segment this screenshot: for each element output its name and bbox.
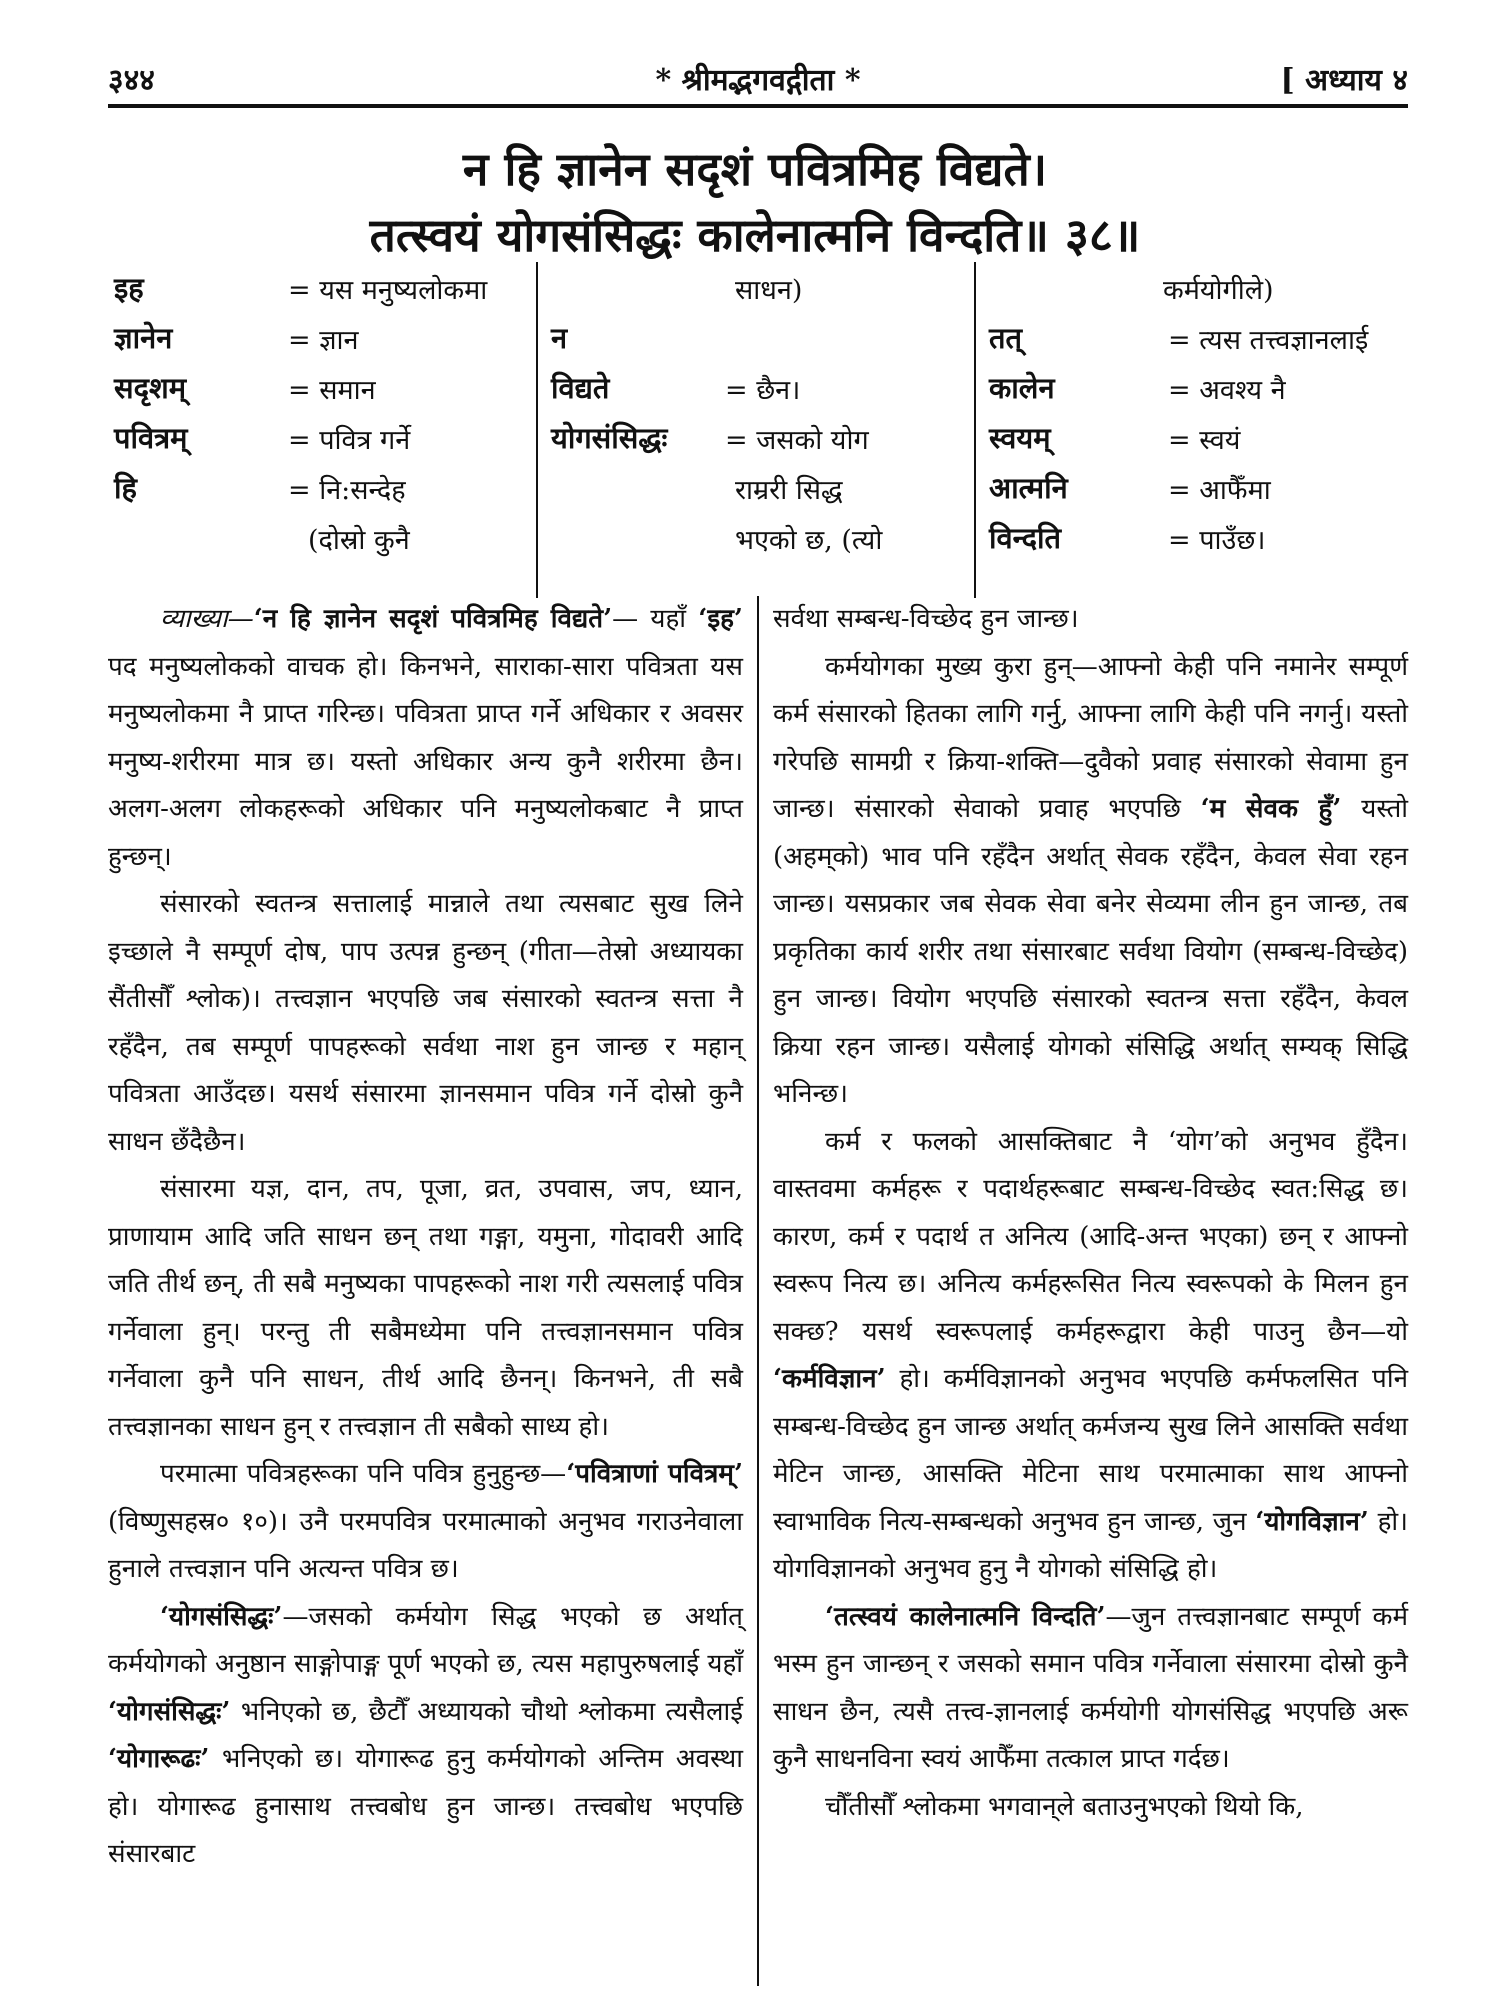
gloss-word: आत्मनि xyxy=(989,471,1068,505)
gloss-continuation: राम्ररी सिद्ध xyxy=(735,475,843,506)
commentary-paragraph xyxy=(773,644,1408,1119)
gloss-meaning: = त्यस तत्त्वज्ञानलाई xyxy=(1168,325,1369,356)
text-run: कर्मयोगका मुख्य कुरा हुन्—आफ्नो केही पनि नमानेर सम्पूर्ण कर्म संसारको हितका लागि गर्नु, आफ्ना लागि केही पनि नगर्नु। यस्तो गरेपछि सामग्री र क्रिया-शक्ति—दुवैको प्रवाह संसारको सेवामा हुन जान्छ। संसारको सेवाको प्रवाह भएपछि xyxy=(773,651,1408,824)
quoted-word: ‘इह’ xyxy=(698,604,743,634)
commentary-label: व्याख्या— xyxy=(160,604,254,634)
glossary-row xyxy=(983,462,1408,512)
commentary-paragraph: संसारको स्वतन्त्र सत्तालाई मान्नाले तथा त्यसबाट सुख लिने इच्छाले नै सम्पूर्ण दोष, पाप उत्पन्न हुन्छन् (गीता—तेस्रो अध्यायका सैंतीसौँ श्लोक)। तत्त्वज्ञान भएपछि जब संसारको स्वतन्त्र सत्ता नै रहँदैन, तब सम्पूर्ण पापहरूको सर्वथा नाश हुन जान्छ र महान् पवित्रता आउँदछ। यसर्थ संसारमा ज्ञानसमान पवित्र गर्ने दोस्रो कुनै साधन छँदैछैन। xyxy=(108,889,743,1157)
commentary-paragraph: संसारमा यज्ञ, दान, तप, पूजा, व्रत, उपवास, जप, ध्यान, प्राणायाम आदि जति साधन छन् तथा गङ्गा, यमुना, गोदावरी आदि जति तीर्थ छन्, ती सबै मनुष्यका पापहरूको नाश गरी त्यसलाई पवित्र गर्नेवाला हुन्। परन्तु ती सबैमध्येमा पनि तत्त्वज्ञानसमान पवित्र गर्नेवाला कुनै पनि साधन, तीर्थ आदि छैनन्। किनभने, ती सबै तत्त्वज्ञानका साधन हुन् र तत्त्वज्ञान ती सबैको साध्य हो। xyxy=(108,1174,743,1442)
glossary-row xyxy=(545,362,965,412)
commentary-paragraph xyxy=(108,596,743,881)
commentary-paragraph xyxy=(108,1451,743,1594)
gloss-word: तत् xyxy=(989,321,1023,355)
gloss-word: ज्ञानेन xyxy=(114,321,173,355)
word-glossary xyxy=(108,262,1408,592)
glossary-row xyxy=(545,262,965,312)
glossary-row xyxy=(108,362,528,412)
commentary-right-column xyxy=(773,596,1408,1831)
gloss-meaning: = स्वयं xyxy=(1168,425,1241,456)
quoted-phrase: ‘कर्मविज्ञान’ xyxy=(773,1364,886,1394)
text-run: यस्तो (अहम्‌को) भाव पनि रहँदैन अर्थात् सेवक रहँदैन, केवल सेवा रहन जान्छ। यसप्रकार जब सेवक सेवा बनेर सेव्यमा लीन हुन जान्छ, तब प्रकृतिका कार्य शरीर तथा संसारबाट सर्वथा वियोग (सम्बन्ध-विच्छेद) हुन जान्छ। वियोग भएपछि संसारको स्वतन्त्र सत्ता रहँदैन, केवल क्रिया रहन जान्छ। यसैलाई योगको संसिद्धि अर्थात् सम्यक् सिद्धि भनिन्छ। xyxy=(773,794,1409,1109)
glossary-row xyxy=(108,412,528,462)
gloss-continuation: कर्मयोगीले) xyxy=(1163,275,1274,306)
glossary-row xyxy=(108,312,528,362)
verse-line-2: तत्स्वयं योगसंसिद्धः कालेनात्मनि विन्दति॥ ३८॥ xyxy=(369,208,1141,262)
gloss-meaning: = समान xyxy=(288,375,376,406)
glossary-column-3 xyxy=(983,262,1408,592)
quoted-phrase: ‘योगारूढः’ xyxy=(108,1744,210,1774)
text-run: भनिएको छ। योगारूढ हुनु कर्मयोगको अन्तिम अवस्था हो। योगारूढ हुनासाथ तत्त्वबोध हुन जान्छ। तत्त्वबोध भएपछि संसारबाट xyxy=(108,1744,743,1869)
gloss-meaning: = छैन। xyxy=(725,375,801,406)
quoted-phrase: ‘पवित्राणां पवित्रम्’ xyxy=(566,1459,743,1489)
text-run: — यहाँ xyxy=(612,604,699,634)
glossary-column-2 xyxy=(545,262,965,592)
commentary-left-column xyxy=(108,596,743,1879)
quoted-phrase: ‘तत्स्वयं कालेनात्मनि विन्दति’ xyxy=(825,1601,1106,1632)
gloss-word: विद्यते xyxy=(551,371,610,405)
quoted-phrase: ‘म सेवक हुँ’ xyxy=(1200,794,1342,824)
verse-line-1: न हि ज्ञानेन सदृशं पवित्रमिह विद्यते। xyxy=(462,142,1048,196)
gloss-word: इह xyxy=(114,271,144,305)
header-rule xyxy=(108,104,1408,108)
gloss-meaning: = आफैँमा xyxy=(1168,475,1271,506)
gloss-meaning: = जसको योग xyxy=(725,425,869,456)
text-run: हो। कर्मविज्ञानको अनुभव भएपछि कर्मफलसित पनि सम्बन्ध-विच्छेद हुन जान्छ अर्थात् कर्मजन्य सुख लिने आसक्ति सर्वथा मेटिन जान्छ, आसक्ति मेटिना साथ परमात्माका साथ आफ्नो स्वाभाविक नित्य-सम्बन्धको अनुभव हुन जान्छ, जुन xyxy=(773,1364,1408,1537)
glossary-row xyxy=(983,512,1408,562)
commentary-paragraph: चौँतीसौँ श्लोकमा भगवान्‌ले बताउनुभएको थियो कि, xyxy=(825,1791,1304,1822)
quoted-phrase: ‘न हि ज्ञानेन सदृशं पवित्रमिह विद्यते’ xyxy=(253,604,613,634)
gloss-meaning: = अवश्य नै xyxy=(1168,375,1286,406)
glossary-row xyxy=(545,312,965,362)
gloss-word: कालेन xyxy=(989,371,1055,405)
gloss-word: सदृशम् xyxy=(114,371,187,405)
glossary-row xyxy=(983,312,1408,362)
commentary-paragraph xyxy=(773,1594,1408,1784)
chapter-label: [ अध्याय ४ xyxy=(1280,63,1408,98)
text-run: —जसको कर्मयोग सिद्ध भएको छ अर्थात् कर्मयोगको अनुष्ठान साङ्गोपाङ्ग पूर्ण भएको छ, त्यस महापुरुषलाई यहाँ xyxy=(108,1601,743,1679)
gloss-continuation: भएको छ, (त्यो xyxy=(735,525,883,556)
column-divider xyxy=(757,596,759,1986)
running-title: * श्रीमद्भगवद्गीता * xyxy=(655,63,861,98)
gloss-word: स्वयम् xyxy=(989,421,1051,455)
glossary-row xyxy=(545,412,965,462)
gloss-meaning: = पवित्र गर्ने xyxy=(288,425,411,456)
commentary-paragraph xyxy=(773,1119,1408,1594)
glossary-row xyxy=(983,262,1408,312)
text-run: कर्म र फलको आसक्तिबाट नै ‘योग’को अनुभव हुँदैन। वास्तवमा कर्महरू र पदार्थहरूबाट सम्बन्ध-विच्छेद स्वत:सिद्ध छ। कारण, कर्म र पदार्थ त अनित्य (आदि-अन्त भएका) छन् र आफ्नो स्वरूप नित्य छ। अनित्य कर्महरूसित नित्य स्वरूपको के मिलन हुन सक्छ? यसर्थ स्वरूपलाई कर्महरूद्वारा केही पाउनु छैन—यो xyxy=(773,1126,1408,1347)
quoted-phrase: ‘योगसंसिद्धः’ xyxy=(108,1696,231,1727)
text-run: (विष्णुसहस्र० १०)। उनै परमपवित्र परमात्माको अनुभव गराउनेवाला हुनाले तत्त्वज्ञान पनि अत्यन्त पवित्र छ। xyxy=(108,1506,743,1584)
gloss-meaning: = ज्ञान xyxy=(288,325,359,356)
page-number: ३४४ xyxy=(108,63,155,98)
glossary-row xyxy=(108,462,528,512)
quoted-phrase: ‘योगसंसिद्धः’ xyxy=(160,1601,283,1632)
gloss-word: योगसंसिद्धः xyxy=(551,421,668,455)
gloss-word: पवित्रम् xyxy=(114,421,188,455)
text-run: भनिएको छ, छैटौँ अध्यायको चौथो श्लोकमा त्यसैलाई xyxy=(230,1696,743,1727)
gloss-continuation: साधन) xyxy=(735,275,803,306)
text-run: हो। योगविज्ञानको अनुभव हुनु नै योगको संसिद्धि हो। xyxy=(773,1506,1408,1584)
glossary-divider xyxy=(974,262,976,598)
glossary-divider xyxy=(536,262,538,598)
glossary-row xyxy=(545,462,965,512)
commentary-paragraph xyxy=(108,1594,743,1879)
gloss-word: विन्दति xyxy=(989,521,1062,555)
verse-block xyxy=(180,136,1330,268)
quoted-phrase: ‘योगविज्ञान’ xyxy=(1255,1506,1369,1537)
commentary-paragraph: सर्वथा सम्बन्ध-विच्छेद हुन जान्छ। xyxy=(773,604,1079,634)
glossary-row xyxy=(983,412,1408,462)
glossary-row xyxy=(983,362,1408,412)
gloss-word: न xyxy=(551,321,568,355)
glossary-column-1 xyxy=(108,262,528,592)
gloss-continuation: (दोस्रो कुनै xyxy=(308,525,410,556)
gloss-meaning: = नि:सन्देह xyxy=(288,475,406,506)
text-run: —जुन तत्त्वज्ञानबाट सम्पूर्ण कर्म भस्म हुन जान्छन् र जसको समान पवित्र गर्नेवाला संसारमा दोस्रो कुनै साधन छैन, त्यसै तत्त्व-ज्ञानलाई कर्मयोगी योगसंसिद्ध भएपछि अरू कुनै साधनविना स्वयं आफैँमा तत्काल प्राप्त गर्दछ। xyxy=(773,1601,1409,1774)
glossary-row xyxy=(545,512,965,562)
gloss-word: हि xyxy=(114,471,137,505)
glossary-row xyxy=(108,512,528,562)
gloss-meaning: = यस मनुष्यलोकमा xyxy=(288,275,488,306)
text-run: पद मनुष्यलोकको वाचक हो। किनभने, साराका-सारा पवित्रता यस मनुष्यलोकमा नै प्राप्त गरिन्छ। पवित्रता प्राप्त गर्ने अधिकार र अवसर मनुष्य-शरीरमा मात्र छ। यस्तो अधिकार अन्य कुनै शरीरमा छैन। अलग-अलग लोकहरूको अधिकार पनि मनुष्यलोकबाट नै प्राप्त हुन्छन्। xyxy=(108,651,743,872)
gloss-meaning: = पाउँछ। xyxy=(1168,525,1266,556)
glossary-row xyxy=(108,262,528,312)
page-header xyxy=(108,50,1408,100)
text-run: परमात्मा पवित्रहरूका पनि पवित्र हुनुहुन्छ— xyxy=(160,1459,567,1489)
